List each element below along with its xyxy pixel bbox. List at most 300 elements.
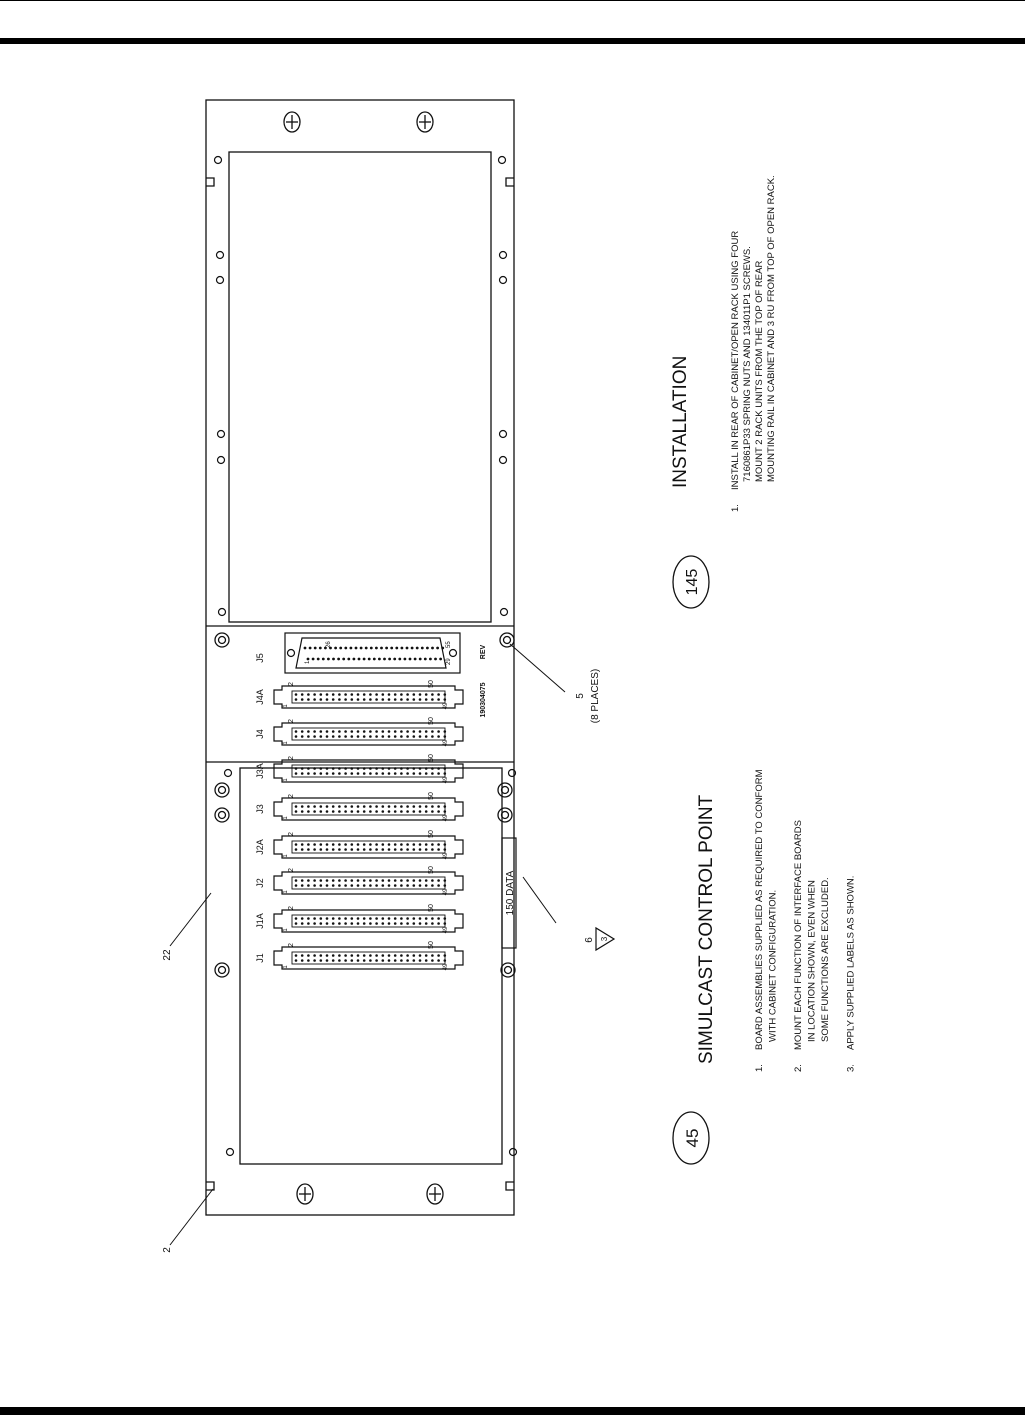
- pin-dot: [437, 698, 440, 701]
- pin-dot: [338, 735, 341, 738]
- pin-dot: [406, 843, 409, 846]
- pin-dot: [351, 922, 354, 925]
- pin-dot: [369, 922, 372, 925]
- pin-dot: [313, 767, 316, 770]
- pin-dot: [413, 879, 416, 882]
- pin-number-label: 50: [428, 754, 435, 762]
- pin-number-label: 2: [288, 868, 295, 872]
- installation-notes: [670, 175, 777, 608]
- pin-dot: [382, 917, 385, 920]
- pin-dot: [419, 917, 422, 920]
- pin-dot: [344, 730, 347, 733]
- pin-dot: [444, 772, 447, 775]
- pin-dot: [375, 772, 378, 775]
- pin-dot: [419, 884, 422, 887]
- pin-dot: [406, 810, 409, 813]
- pin-dot: [326, 772, 329, 775]
- pin-dot: [326, 805, 329, 808]
- pin-dot: [326, 698, 329, 701]
- pin-dot: [395, 647, 398, 650]
- pin-dot: [307, 843, 310, 846]
- pin-dot: [437, 693, 440, 696]
- pin-dot: [313, 698, 316, 701]
- pin-dot: [419, 879, 422, 882]
- pin-dot: [351, 767, 354, 770]
- pin-dot: [357, 810, 360, 813]
- pin-dot: [295, 848, 298, 851]
- pin-dot: [382, 698, 385, 701]
- connector-j3: [255, 792, 463, 821]
- pin-dot: [332, 843, 335, 846]
- simulcast-notes: [673, 769, 857, 1164]
- pin-dot: [363, 772, 366, 775]
- mount-hole-cross-icon: [297, 1184, 313, 1204]
- connector-j1: [255, 941, 463, 970]
- pin-dot: [436, 647, 439, 650]
- pin-dot: [363, 658, 366, 661]
- leader-item-22: [170, 893, 211, 946]
- pin-dot: [313, 884, 316, 887]
- j5-pins: [304, 647, 445, 661]
- pin-dot: [382, 879, 385, 882]
- pin-dot: [357, 922, 360, 925]
- callout-item-5: 5: [575, 693, 586, 699]
- pin-dot: [437, 879, 440, 882]
- connector-housing: [274, 798, 463, 820]
- connector-insert: [292, 765, 445, 777]
- pin-dot: [365, 647, 368, 650]
- pin-dot: [425, 848, 428, 851]
- pin-dot: [327, 658, 330, 661]
- pin-dot: [394, 917, 397, 920]
- pin-number-label: 50: [428, 904, 435, 912]
- pin-dot: [295, 735, 298, 738]
- pin-dot: [382, 693, 385, 696]
- pin-dot: [369, 917, 372, 920]
- pin-dot: [301, 772, 304, 775]
- pin-dot: [388, 884, 391, 887]
- rack-frame: [206, 100, 514, 1215]
- pin-dot: [317, 658, 320, 661]
- pin-dot: [388, 959, 391, 962]
- pin-dot: [301, 735, 304, 738]
- pin-dot: [388, 735, 391, 738]
- pin-dot: [320, 693, 323, 696]
- pin-dot: [307, 810, 310, 813]
- connector-label: J2: [255, 878, 265, 888]
- pin-dot: [382, 843, 385, 846]
- pin-dot: [307, 805, 310, 808]
- pin-dot: [406, 735, 409, 738]
- panel-screw-icon: [215, 963, 229, 977]
- pin-dot: [406, 917, 409, 920]
- pin-dot: [400, 810, 403, 813]
- pin-dot: [369, 810, 372, 813]
- pin-number-label: 2: [288, 906, 295, 910]
- pin-dot: [301, 810, 304, 813]
- pin-dot: [322, 658, 325, 661]
- pin-dot: [406, 698, 409, 701]
- pin-dot: [375, 922, 378, 925]
- pin-dot: [437, 959, 440, 962]
- pin-dot: [326, 843, 329, 846]
- pin-dot: [406, 954, 409, 957]
- pin-dot: [400, 843, 403, 846]
- pin-dot: [313, 772, 316, 775]
- pin-dot: [413, 884, 416, 887]
- connector-label: J4A: [255, 689, 265, 705]
- pin-dot: [344, 810, 347, 813]
- pin-number-label: 1: [283, 816, 289, 820]
- pin-dot: [334, 647, 337, 650]
- pin-dot: [344, 954, 347, 957]
- pin-dot: [313, 954, 316, 957]
- pin-dot: [338, 805, 341, 808]
- j5-pin-label: 26: [326, 641, 332, 648]
- pin-dot: [332, 730, 335, 733]
- panel-screw-icon: [501, 963, 515, 977]
- pin-dot: [431, 917, 434, 920]
- pin-dot: [388, 658, 391, 661]
- pin-dot: [338, 884, 341, 887]
- pin-dot: [307, 772, 310, 775]
- pin-dot: [441, 647, 444, 650]
- connector-insert: [292, 728, 445, 740]
- pin-dot: [400, 848, 403, 851]
- pin-dot: [431, 767, 434, 770]
- pin-dot: [332, 848, 335, 851]
- pin-number-label: 2: [288, 682, 295, 686]
- pin-dot: [437, 848, 440, 851]
- pin-dot: [425, 810, 428, 813]
- pin-dot: [369, 772, 372, 775]
- connector-insert: [292, 952, 445, 964]
- pin-dot: [363, 698, 366, 701]
- pin-dot: [301, 698, 304, 701]
- pin-dot: [419, 693, 422, 696]
- pin-dot: [363, 767, 366, 770]
- pin-dot: [351, 772, 354, 775]
- pin-dot: [394, 693, 397, 696]
- pin-dot: [388, 730, 391, 733]
- pin-dot: [444, 879, 447, 882]
- pin-number-label: 1: [283, 778, 289, 782]
- pin-dot: [326, 693, 329, 696]
- pin-dot: [388, 772, 391, 775]
- pin-dot: [307, 954, 310, 957]
- revision-triangle-icon: [596, 928, 614, 950]
- pin-dot: [313, 730, 316, 733]
- pin-dot: [351, 879, 354, 882]
- pin-dot: [406, 767, 409, 770]
- pin-dot: [351, 730, 354, 733]
- pin-dot: [353, 658, 356, 661]
- pin-dot: [431, 698, 434, 701]
- panel-screw-icon: [215, 633, 229, 647]
- note-line: MOUNT EACH FUNCTION OF INTERFACE BOARDS: [793, 820, 804, 1050]
- pin-dot: [363, 730, 366, 733]
- mount-hole-cross-icon: [427, 1184, 443, 1204]
- callout-item-22: 22: [162, 949, 173, 961]
- pin-dot: [413, 922, 416, 925]
- pin-dot: [313, 735, 316, 738]
- pin-number-label: 50: [428, 830, 435, 838]
- pin-dot: [400, 735, 403, 738]
- pin-dot: [425, 954, 428, 957]
- pin-dot: [406, 730, 409, 733]
- pin-dot: [400, 959, 403, 962]
- pin-dot: [344, 693, 347, 696]
- pin-dot: [419, 735, 422, 738]
- pin-dot: [382, 772, 385, 775]
- note-line: INSTALL IN REAR OF CABINET/OPEN RACK USING FOUR: [730, 230, 741, 490]
- pin-dot: [425, 843, 428, 846]
- pin-dot: [363, 735, 366, 738]
- pin-dot: [320, 959, 323, 962]
- pin-dot: [375, 848, 378, 851]
- note-line: MOUNTING RAIL IN CABINET AND 3 RU FROM TOP OF OPEN RACK.: [766, 175, 777, 482]
- callout-item-6: 6: [584, 937, 595, 943]
- notch: [506, 1182, 514, 1190]
- pin-dot: [425, 693, 428, 696]
- pin-dot: [434, 658, 437, 661]
- pin-dot: [357, 884, 360, 887]
- leader-item-5: [510, 644, 565, 692]
- panel-screw-icon: [500, 633, 514, 647]
- pin-dot: [338, 922, 341, 925]
- pin-dot: [400, 767, 403, 770]
- pin-dot: [437, 735, 440, 738]
- pin-dot: [326, 730, 329, 733]
- pin-dot: [370, 647, 373, 650]
- pin-dot: [313, 959, 316, 962]
- pin-dot: [320, 843, 323, 846]
- pin-dot: [431, 730, 434, 733]
- pin-dot: [351, 843, 354, 846]
- pin-dot: [425, 917, 428, 920]
- pin-dot: [301, 843, 304, 846]
- panel-screw-icon: [215, 783, 229, 797]
- pin-dot: [425, 772, 428, 775]
- pin-dot: [295, 917, 298, 920]
- pin-dot: [338, 772, 341, 775]
- pin-dot: [338, 848, 341, 851]
- pin-dot: [378, 658, 381, 661]
- pin-dot: [369, 848, 372, 851]
- pin-dot: [380, 647, 383, 650]
- pin-dot: [388, 810, 391, 813]
- interface-connectors: [255, 680, 463, 970]
- connector-housing: [274, 723, 463, 745]
- pin-dot: [431, 843, 434, 846]
- pin-dot: [320, 848, 323, 851]
- pin-dot: [388, 879, 391, 882]
- pin-number-label: 2: [288, 756, 295, 760]
- pin-dot: [400, 772, 403, 775]
- simulcast-note-list: [754, 769, 857, 1072]
- pin-dot: [363, 879, 366, 882]
- pin-dot: [406, 693, 409, 696]
- pin-dot: [431, 693, 434, 696]
- pin-dot: [393, 658, 396, 661]
- connector-j1a: [255, 904, 463, 933]
- pin-dot: [444, 917, 447, 920]
- pin-dot: [406, 884, 409, 887]
- pin-dot: [363, 848, 366, 851]
- pin-number-label: 1: [283, 741, 289, 745]
- pin-dot: [357, 693, 360, 696]
- j5-pin-label: 29: [446, 658, 452, 665]
- pin-dot: [363, 922, 366, 925]
- pin-dot: [375, 843, 378, 846]
- pin-dot: [369, 805, 372, 808]
- pin-dot: [338, 917, 341, 920]
- note-line: BOARD ASSEMBLIES SUPPLIED AS REQUIRED TO CONFORM: [754, 769, 765, 1050]
- pin-dot: [337, 658, 340, 661]
- pin-dot: [332, 772, 335, 775]
- pin-dot: [314, 647, 317, 650]
- pin-dot: [394, 810, 397, 813]
- pin-dot: [419, 810, 422, 813]
- pin-dot: [388, 767, 391, 770]
- pin-dot: [394, 922, 397, 925]
- pin-dot: [357, 848, 360, 851]
- panel-rev-label: REV: [480, 644, 487, 660]
- pin-dot: [388, 805, 391, 808]
- panel-part-number: 190304075: [480, 682, 487, 718]
- pin-dot: [338, 810, 341, 813]
- pin-dot: [338, 843, 341, 846]
- pin-number-label: 1: [283, 965, 289, 969]
- pin-dot: [437, 772, 440, 775]
- pin-dot: [431, 959, 434, 962]
- pin-dot: [357, 730, 360, 733]
- pin-dot: [332, 922, 335, 925]
- pin-dot: [444, 922, 447, 925]
- pin-dot: [431, 772, 434, 775]
- pin-dot: [444, 698, 447, 701]
- connector-label: J1A: [255, 913, 265, 929]
- pin-dot: [301, 693, 304, 696]
- pin-dot: [388, 693, 391, 696]
- note-line: MOUNT 2 RACK UNITS FROM THE TOP OF REAR: [754, 260, 765, 482]
- pin-dot: [431, 922, 434, 925]
- pin-dot: [304, 647, 307, 650]
- pin-dot: [301, 884, 304, 887]
- pin-dot: [437, 805, 440, 808]
- connector-j2: [255, 866, 463, 895]
- pin-dot: [369, 767, 372, 770]
- pin-dot: [413, 848, 416, 851]
- pin-dot: [416, 647, 419, 650]
- connector-insert: [292, 803, 445, 815]
- pin-dot: [295, 810, 298, 813]
- pin-dot: [307, 879, 310, 882]
- pin-dot: [344, 843, 347, 846]
- pin-dot: [375, 805, 378, 808]
- pin-dot: [413, 954, 416, 957]
- pin-number-label: 50: [428, 680, 435, 688]
- pin-dot: [332, 767, 335, 770]
- installation-note-list: [730, 175, 777, 512]
- pin-dot: [426, 647, 429, 650]
- pin-dot: [375, 735, 378, 738]
- pin-dot: [295, 843, 298, 846]
- pin-dot: [394, 959, 397, 962]
- pin-dot: [406, 647, 409, 650]
- pin-dot: [301, 730, 304, 733]
- pin-dot: [375, 884, 378, 887]
- pin-dot: [332, 954, 335, 957]
- pin-dot: [375, 879, 378, 882]
- pin-dot: [444, 693, 447, 696]
- connector-label: J1: [255, 953, 265, 963]
- pin-dot: [320, 772, 323, 775]
- pin-dot: [400, 805, 403, 808]
- pin-dot: [313, 917, 316, 920]
- pin-dot: [344, 767, 347, 770]
- pin-dot: [431, 884, 434, 887]
- pin-dot: [425, 884, 428, 887]
- pin-dot: [313, 879, 316, 882]
- pin-number-label: 49: [443, 702, 449, 710]
- panel-screw-icon: [498, 783, 512, 797]
- pin-dot: [431, 810, 434, 813]
- pin-dot: [332, 805, 335, 808]
- pin-dot: [388, 843, 391, 846]
- pin-dot: [369, 698, 372, 701]
- pin-number-label: 49: [443, 814, 449, 822]
- connector-label: J3A: [255, 763, 265, 779]
- pin-dot: [320, 922, 323, 925]
- pin-number-label: 49: [443, 852, 449, 860]
- pin-dot: [338, 879, 341, 882]
- pin-number-label: 49: [443, 926, 449, 934]
- pin-dot: [382, 810, 385, 813]
- pin-dot: [382, 922, 385, 925]
- pin-dot: [369, 879, 372, 882]
- pin-dot: [351, 805, 354, 808]
- pin-dot: [295, 767, 298, 770]
- pin-dot: [419, 805, 422, 808]
- connector-label: J2A: [255, 839, 265, 855]
- installation-title: INSTALLATION: [670, 355, 691, 488]
- pin-dot: [421, 647, 424, 650]
- pin-dot: [307, 848, 310, 851]
- pin-dot: [437, 954, 440, 957]
- pin-dot: [313, 922, 316, 925]
- pin-dot: [307, 767, 310, 770]
- pin-dot: [406, 959, 409, 962]
- pin-dot: [357, 954, 360, 957]
- pin-dot: [413, 772, 416, 775]
- callout-item-5-note: (8 PLACES): [590, 668, 601, 724]
- pin-dot: [375, 810, 378, 813]
- pin-dot: [295, 693, 298, 696]
- pin-dot: [413, 698, 416, 701]
- pin-dot: [326, 848, 329, 851]
- pin-dot: [338, 959, 341, 962]
- connector-insert: [292, 691, 445, 703]
- simulcast-title: SIMULCAST CONTROL POINT: [696, 794, 717, 1064]
- pin-dot: [394, 730, 397, 733]
- note-line: WITH CABINET CONFIGURATION.: [767, 889, 779, 1042]
- connector-j2a: [255, 830, 463, 859]
- pin-dot: [301, 954, 304, 957]
- pin-dot: [369, 730, 372, 733]
- pin-dot: [338, 730, 341, 733]
- j5-pin-label: 1: [305, 660, 311, 664]
